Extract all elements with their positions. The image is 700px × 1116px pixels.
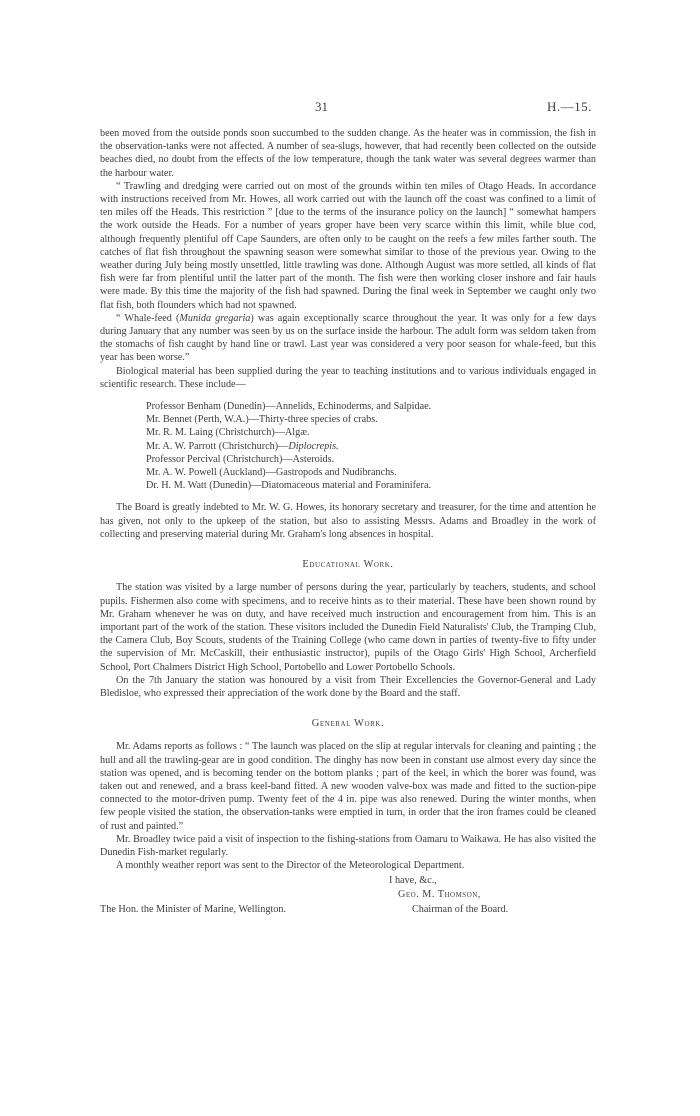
paragraph: Mr. Adams reports as follows : “ The launch was placed on the slip at regular intervals for cleaning and painting ; the hull and all the trawling-gear are in good condition. The dinghy has now been in constant use almost every day since the station was opened, and is becoming tender on the bottom planks ; part of the keel, in which the borer was found, was taken out and renewed, and a brass keel-band fitted. A new wooden valve-box was made and fitted to the suction-pipe connected to the motor-driven pump. Twenty feet of the 4 in. pipe was also renewed. During the winter months, when few people visited the station, the observation-tanks were emptied in turn, in order that the iron frames could be cleaned of rust and painted.” — [100, 741, 596, 832]
salutation: I have, &c., — [389, 875, 437, 887]
text-run: Mr. A. W. Parrott (Christchurch)— — [146, 440, 289, 452]
paragraph: The station was visited by a large number of persons during the year, particularly by teachers, students, and school pupils. Fishermen also come with specimens, and to receive hints as to their material. These have been shown round by Mr. Graham whenever he was on duty, and have received much instruction and encouragement from him. This is an important part of the work of the station. These visitors included the Dunedin Field Naturalists' Club, the Tramping Club, the Camera Club, Boy Scouts, students of the Training College (who came down in parties of twenty-five to fifty under the supervision of Mr. McCaskill, their enthusiastic instructor), pupils of the Otago Girls' High School, Archerfield School, Port Chalmers District High School, Portobello and Lower Portobello Schools. — [100, 582, 596, 673]
paragraph: The Board is greatly indebted to Mr. W. G. Howes, its honorary secretary and treasurer, for the time and attention he has given, not only to the upkeep of the station, but also to assisting Messrs. Adams and Broadley in the work of collecting and preserving material during Mr. Graham's long absences in hospital. — [100, 502, 596, 540]
species-name: Diplocrepis. — [288, 440, 339, 452]
section-heading: Educational Work. — [302, 559, 394, 571]
recipient-list — [146, 400, 596, 492]
signatory: Geo. M. Thomson, — [398, 889, 481, 901]
list-item: Mr. A. W. Powell (Auckland)—Gastropods and Nudibranchs. — [146, 467, 397, 479]
letter-closing — [100, 874, 596, 924]
text-run: “ Whale-feed ( — [116, 312, 180, 324]
list-item — [146, 440, 596, 453]
addressee: The Hon. the Minister of Marine, Wellington. — [100, 904, 287, 916]
list-item: Professor Benham (Dunedin)—Annelids, Echinoderms, and Salpidae. — [146, 401, 432, 413]
page-number: 31 — [315, 99, 328, 114]
section-heading: General Work. — [311, 718, 385, 730]
paragraph: Biological material has been supplied during the year to teaching institutions and to various individuals engaged in scientific research. These include— — [100, 365, 596, 390]
list-item: Mr. R. M. Laing (Christchurch)—Algæ. — [146, 427, 310, 439]
text-column — [100, 127, 596, 924]
list-item: Professor Percival (Christchurch)—Asteroids. — [146, 453, 335, 465]
species-name: Munida gregaria — [179, 312, 251, 324]
paragraph: A monthly weather report was sent to the Director of the Meteorological Department. — [116, 860, 465, 872]
signatory-title: Chairman of the Board. — [412, 904, 509, 916]
paragraph: “ Trawling and dredging were carried out on most of the grounds within ten miles of Otago Heads. In accordance with instructions received from Mr. Howes, all work carried out with the launch off the coast was confined to a limit of ten miles off the Heads. This restriction ” [due to the terms of the insurance policy on the launch] “ somewhat hampers the work outside the Heads. For a number of years groper have been very scarce within this limit, while blue cod, although frequently plentiful off Cape Saunders, are often only to be caught on the reefs a few miles farther south. The catches of flat fish throughout the spawning season were somewhat similar to those of the previous year. Owing to the weather during July being mostly unsettled, little trawling was done. Although August was more settled, all kinds of flat fish were far from plentiful until the latter part of the month. The fish were then working closer inshore and fair hauls were made. By this time the majority of the fish had spawned. During the final week in September we caught only two flat fish, both flounders which had not spawned. — [100, 180, 596, 311]
document-reference: H.—15. — [547, 99, 592, 114]
paragraph — [100, 312, 596, 365]
text-run: ) was again exceptionally scarce throughout the year. It was only for a few days during January that any number was seen by us on the surface inside the harbour. The adult form was seldom taken from the stomachs of fish caught by hand line or trawl. Last year was considered a very poor season for whale-feed, but this year has been worse.” — [100, 312, 596, 364]
paragraph: On the 7th January the station was honoured by a visit from Their Excellencies the Governor-General and Lady Bledisloe, who expressed their appreciation of the work done by the Board and the staff. — [100, 674, 596, 699]
paragraph: Mr. Broadley twice paid a visit of inspection to the fishing-stations from Oamaru to Waikawa. He has also visited the Dunedin Fish-market regularly. — [100, 833, 596, 858]
list-item: Mr. Bennet (Perth, W.A.)—Thirty-three species of crabs. — [146, 414, 378, 426]
list-item: Dr. H. M. Watt (Dunedin)—Diatomaceous material and Foraminifera. — [146, 480, 432, 492]
paragraph: been moved from the outside ponds soon succumbed to the sudden change. As the heater was in commission, the fish in the observation-tanks were not affected. A number of sea-slugs, however, that had recently been collected on the outside beaches died, no doubt from the effects of the low temperature, though the tank water was several degrees warmer than the harbour water. — [100, 128, 596, 179]
